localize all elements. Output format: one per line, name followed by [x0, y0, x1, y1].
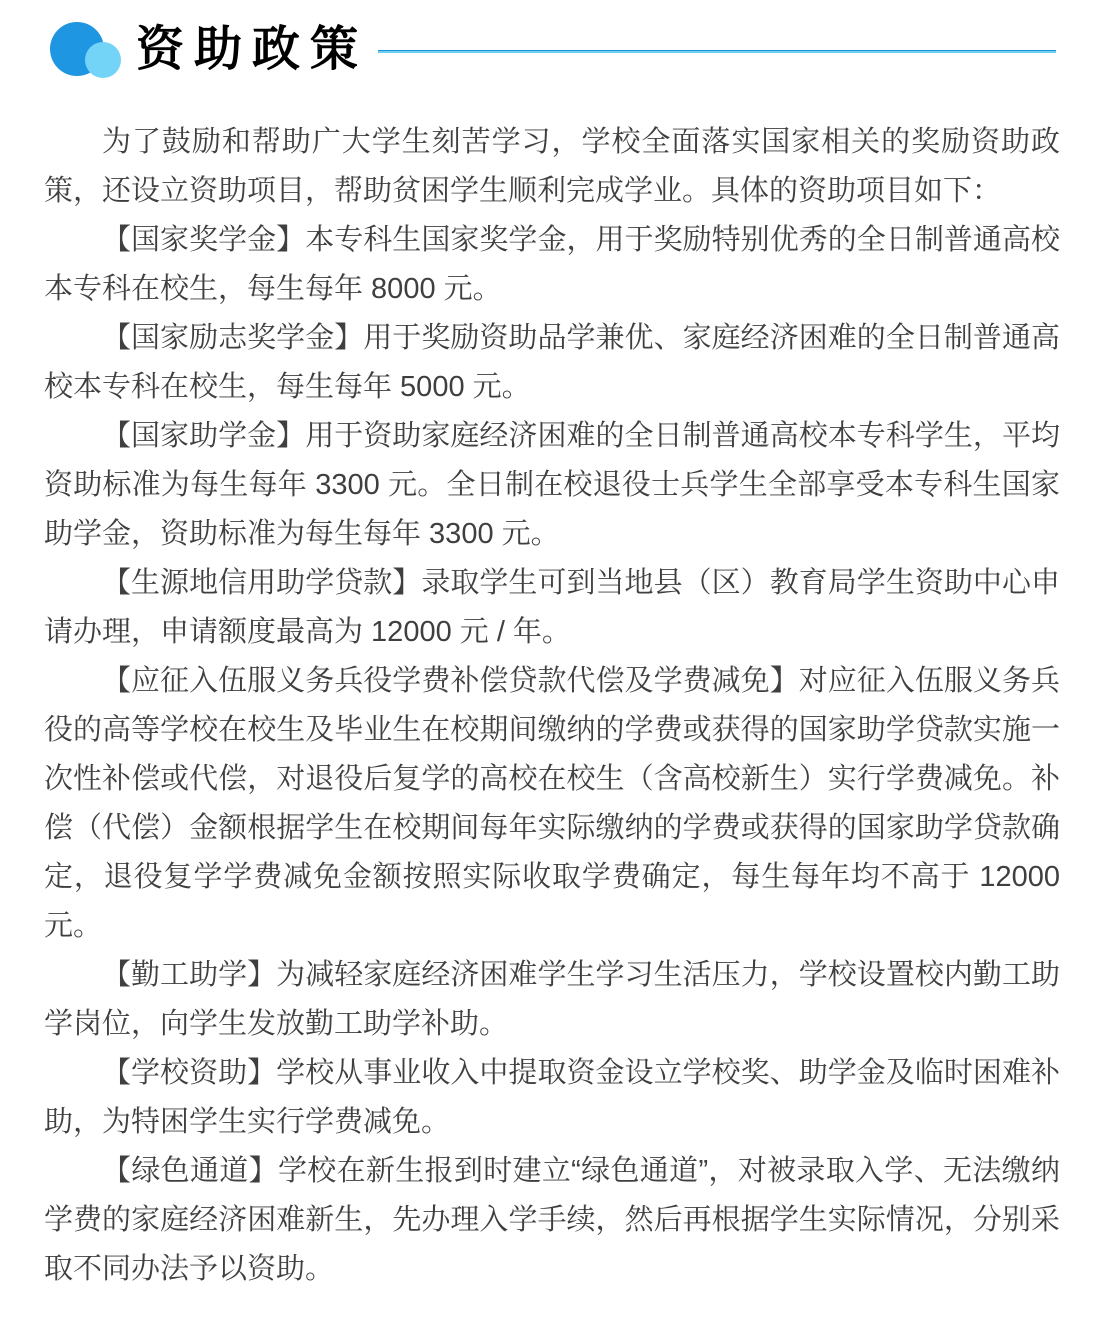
header-divider-line — [378, 50, 1056, 53]
two-overlapping-circles-icon — [44, 12, 124, 88]
paragraph-green-channel: 【绿色通道】学校在新生报到时建立“绿色通道”，对被录取入学、无法缴纳学费的家庭经济困难新生，先办理入学手续，然后再根据学生实际情况，分别采取不同办法予以资助。 — [44, 1155, 1060, 1285]
logo-small-circle — [85, 42, 121, 78]
paragraph-origin-credit-student-loan: 【生源地信用助学贷款】录取学生可到当地县（区）教育局学生资助中心申请办理，申请额度最高为 12000 元 / 年。 — [44, 567, 1060, 648]
policy-article — [0, 92, 1102, 1324]
paragraph-military-service-tuition-compensation: 【应征入伍服义务兵役学费补偿贷款代偿及学费减免】对应征入伍服义务兵役的高等学校在校生及毕业生在校期间缴纳的学费或获得的国家助学贷款实施一次性补偿或代偿，对退役后复学的高校在校生（含高校新生）实行学费减免。补偿（代偿）金额根据学生在校期间每年实际缴纳的学费或获得的国家助学贷款确定，退役复学学费减免金额按照实际收取学费确定，每生每年均不高于 12000 元。 — [44, 665, 1060, 942]
page-title: 资助政策 — [136, 23, 369, 76]
paragraph-work-study: 【勤工助学】为减轻家庭经济困难学生学习生活压力，学校设置校内勤工助学岗位，向学生发放勤工助学补助。 — [44, 959, 1060, 1040]
paragraph-school-aid: 【学校资助】学校从事业收入中提取资金设立学校奖、助学金及临时困难补助，为特困学生实行学费减免。 — [44, 1057, 1060, 1138]
paragraph-intro: 为了鼓励和帮助广大学生刻苦学习，学校全面落实国家相关的奖励资助政策，还设立资助项目，帮助贫困学生顺利完成学业。具体的资助项目如下： — [44, 126, 1060, 207]
paragraph-national-scholarship: 【国家奖学金】本专科生国家奖学金，用于奖励特别优秀的全日制普通高校本专科在校生，每生每年 8000 元。 — [44, 224, 1060, 305]
page-header — [0, 0, 1102, 92]
paragraph-national-encouragement-scholarship: 【国家励志奖学金】用于奖励资助品学兼优、家庭经济困难的全日制普通高校本专科在校生，每生每年 5000 元。 — [44, 322, 1060, 403]
paragraph-national-grant: 【国家助学金】用于资助家庭经济困难的全日制普通高校本专科学生，平均资助标准为每生每年 3300 元。全日制在校退役士兵学生全部享受本专科生国家助学金，资助标准为每生每年 3300 元。 — [44, 420, 1060, 550]
